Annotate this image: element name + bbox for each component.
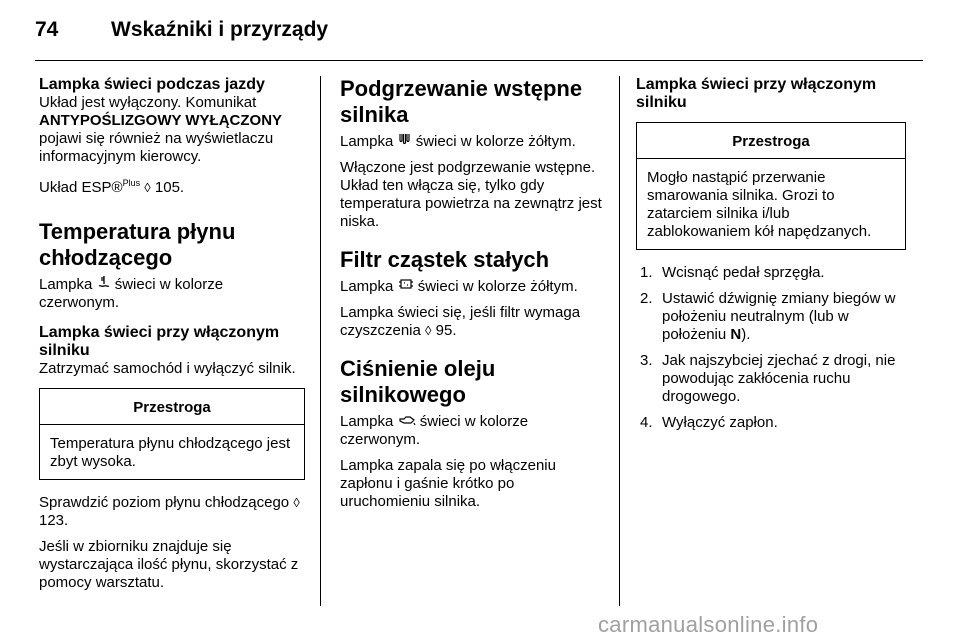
text: świeci w kolorze żółtym. [415, 133, 576, 150]
page-header [35, 14, 925, 50]
message-text: ANTYPOŚLIZGOWY WYŁĄCZONY [39, 112, 283, 129]
paragraph [39, 174, 305, 197]
list-item [636, 264, 906, 282]
text: Lampka [39, 276, 93, 293]
step-text: Wyłączyć zapłon. [662, 414, 778, 431]
text: Układ ESP® [39, 179, 123, 196]
text: pojawi się również na wyświetlaczu informacyjnym kierowcy. [39, 130, 274, 165]
step-number: 1. [640, 264, 653, 281]
text: Lampka świeci się, jeśli filtr wymaga czyszczenia [340, 304, 581, 339]
step-text: Wcisnąć pedał sprzęgła. [662, 264, 825, 281]
text: Układ jest wyłączony. Komunikat [39, 94, 257, 111]
caution-box [636, 122, 906, 250]
coolant-temperature-icon [97, 275, 111, 293]
paragraph: Włączone jest podgrzewanie wstępne. Układ ten włącza się, tylko gdy temperatura powietrza na zewnątrz jest niska. [340, 159, 602, 230]
column-divider [320, 76, 321, 606]
paragraph [340, 132, 608, 151]
steps-list [636, 264, 906, 432]
step-number: 4. [640, 414, 653, 431]
paragraph [340, 277, 608, 296]
paragraph: Zatrzymać samochód i wyłączyć silnik. [39, 360, 296, 377]
caution-box [39, 388, 305, 480]
section-heading: Filtr cząstek stałych [340, 247, 550, 272]
page-reference[interactable]: 105. [154, 179, 185, 196]
list-item [636, 414, 906, 432]
text: Lampka [340, 278, 394, 295]
column-3 [636, 76, 906, 440]
paragraph [340, 304, 608, 340]
column-2 [340, 76, 608, 519]
list-item [636, 352, 906, 406]
page-number: 74 [35, 18, 59, 41]
paragraph [39, 275, 305, 312]
paragraph: Lampka zapala się po włączeniu zapłonu i gaśnie krótko po uruchomieniu silnika. [340, 457, 556, 510]
caution-text: Mogło nastąpić przerwanie smarowania silnika. Grozi to zatarciem silnika i/lub zablokowaniem kół napędzanych. [647, 169, 872, 240]
oil-pressure-icon [398, 412, 416, 430]
section-heading: Temperatura płynu chłodzącego [39, 219, 236, 270]
page-reference[interactable]: 123. [39, 512, 69, 529]
gear-label: N [730, 326, 742, 343]
section-heading: Lampka świeci podczas jazdy [39, 76, 265, 93]
watermark: carmanualsonline.info [598, 612, 819, 637]
column-1 [39, 76, 305, 600]
step-text: Jak najszybciej zjechać z drogi, nie powodując zakłócenia ruchu drogowego. [662, 352, 896, 405]
superscript: Plus [122, 178, 141, 188]
caution-title: Przestroga [637, 123, 905, 159]
paragraph [39, 494, 305, 530]
text: świeci w kolorze żółtym. [417, 278, 578, 295]
section-heading: Ciśnienie oleju silnikowego [340, 356, 496, 407]
header-divider [35, 60, 923, 61]
step-text: ). [741, 326, 751, 343]
section-heading: Podgrzewanie wstępne silnika [340, 76, 583, 127]
column-divider [619, 76, 620, 606]
text: Lampka [340, 133, 394, 150]
reference-icon: ◊ [293, 495, 300, 510]
list-item [636, 290, 906, 344]
page-reference[interactable]: 95. [435, 322, 457, 339]
reference-icon: ◊ [144, 180, 151, 195]
text: Lampka [340, 413, 394, 430]
step-text: Ustawić dźwignię zmiany biegów w położeniu neutralnym (lub w położeniu [662, 290, 896, 343]
paragraph [39, 94, 305, 166]
caution-text: Temperatura płynu chłodzącego jest zbyt wysoka. [50, 435, 291, 470]
glow-plug-icon [398, 132, 412, 150]
page-title: Wskaźniki i przyrządy [111, 18, 329, 41]
step-number: 2. [640, 290, 653, 307]
step-number: 3. [640, 352, 653, 369]
paragraph: Jeśli w zbiorniku znajduje się wystarczająca ilość płynu, skorzystać z pomocy warsztatu. [39, 538, 299, 591]
text: świeci w kolorze czerwonym. [340, 413, 529, 448]
section-heading: Lampka świeci przy włączonym silniku [39, 324, 280, 359]
text: Sprawdzić poziom płynu chłodzącego [39, 494, 290, 511]
section-heading: Lampka świeci przy włączonym silniku [636, 76, 877, 111]
particle-filter-icon [398, 277, 414, 295]
reference-icon: ◊ [425, 323, 432, 338]
text: świeci w kolorze czerwonym. [39, 276, 224, 311]
paragraph [340, 412, 608, 449]
caution-title: Przestroga [40, 389, 304, 425]
